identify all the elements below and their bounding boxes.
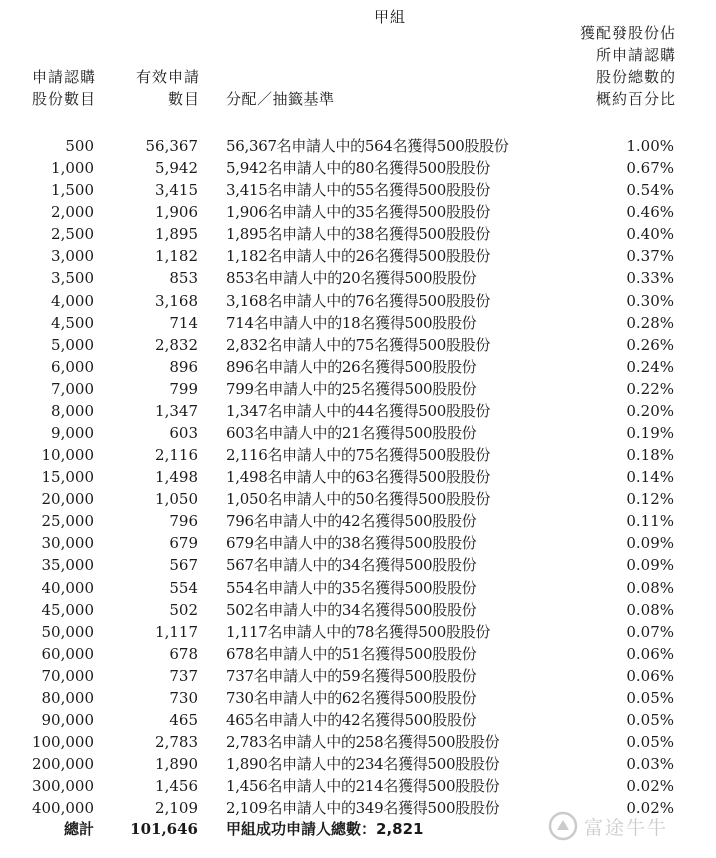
allocation-basis-cell: 896名申請人中的26名獲得500股股份: [226, 357, 477, 376]
table-row: [0, 510, 716, 532]
allocation-basis-cell: 554名申請人中的35名獲得500股股份: [226, 578, 477, 597]
shares-applied-cell: 90,000: [41, 711, 94, 730]
allocation-basis-cell: 1,117名申請人中的78名獲得500股股份: [226, 622, 491, 641]
allocation-basis-cell: 1,456名申請人中的214名獲得500股股份: [226, 777, 500, 796]
percentage-cell: 0.06%: [626, 644, 674, 663]
allocation-basis-cell: 678名申請人中的51名獲得500股股份: [226, 644, 477, 663]
percentage-cell: 0.67%: [626, 159, 674, 178]
percentage-cell: 0.19%: [626, 424, 674, 443]
table-row: [0, 532, 716, 554]
futu-logo-icon: [548, 811, 578, 841]
shares-applied-cell: 200,000: [31, 755, 94, 774]
percentage-cell: 0.02%: [626, 777, 674, 796]
shares-applied-cell: 50,000: [41, 622, 94, 641]
valid-applications-cell: 1,895: [155, 225, 198, 244]
valid-applications-cell: 2,832: [155, 335, 198, 354]
allocation-basis-cell: 1,182名申請人中的26名獲得500股股份: [226, 247, 491, 266]
shares-applied-cell: 100,000: [31, 733, 94, 752]
allocation-basis-cell: 730名申請人中的62名獲得500股股份: [226, 688, 477, 707]
valid-applications-cell: 853: [169, 269, 198, 288]
allocation-basis-cell: 56,367名申請人中的564名獲得500股股份: [226, 137, 509, 155]
percentage-cell: 0.11%: [626, 512, 674, 531]
percentage-cell: 0.37%: [626, 247, 674, 266]
percentage-cell: 0.05%: [626, 733, 674, 752]
table-row: [0, 709, 716, 731]
shares-applied-cell: 15,000: [41, 468, 94, 487]
valid-applications-cell: 502: [169, 600, 198, 619]
percentage-cell: 0.20%: [626, 401, 674, 420]
percentage-cell: 0.28%: [626, 313, 674, 332]
shares-applied-cell: 70,000: [41, 666, 94, 685]
allocation-table: [0, 135, 716, 819]
allocation-basis-cell: 5,942名申請人中的80名獲得500股股份: [226, 159, 491, 178]
table-row: [0, 466, 716, 488]
shares-applied-cell: 3,000: [51, 247, 94, 266]
table-row: [0, 400, 716, 422]
valid-applications-cell: 1,117: [155, 622, 198, 641]
table-row: [0, 245, 716, 267]
shares-applied-cell: 500: [65, 137, 94, 155]
shares-applied-cell: 3,500: [51, 269, 94, 288]
valid-applications-cell: 567: [169, 556, 198, 575]
allocation-basis-cell: 799名申請人中的25名獲得500股股份: [226, 379, 477, 398]
shares-applied-cell: 2,500: [51, 225, 94, 244]
allocation-basis-cell: 2,109名申請人中的349名獲得500股股份: [226, 799, 500, 818]
shares-applied-cell: 9,000: [51, 424, 94, 443]
allocation-basis-cell: 567名申請人中的34名獲得500股股份: [226, 556, 477, 575]
header-valid-applications-line-2: 數目: [167, 90, 200, 108]
percentage-cell: 0.06%: [626, 666, 674, 685]
table-row: [0, 290, 716, 312]
allocation-basis-cell: 853名申請人中的20名獲得500股股份: [226, 269, 477, 288]
shares-applied-cell: 400,000: [31, 799, 94, 818]
percentage-cell: 0.46%: [626, 203, 674, 222]
watermark-text: 富途牛牛: [584, 816, 669, 839]
header-shares-applied-line-1: 申請認購: [31, 68, 96, 86]
valid-applications-cell: 2,116: [155, 446, 198, 465]
percentage-cell: 0.02%: [626, 799, 674, 818]
valid-applications-cell: 1,182: [155, 247, 198, 266]
allocation-basis-cell: 1,498名申請人中的63名獲得500股股份: [226, 468, 491, 487]
allocation-basis-cell: 1,895名申請人中的38名獲得500股股份: [226, 225, 491, 244]
valid-applications-cell: 679: [169, 534, 198, 553]
table-row: [0, 334, 716, 356]
table-row: [0, 444, 716, 466]
valid-applications-cell: 1,890: [155, 755, 198, 774]
allocation-basis-cell: 737名申請人中的59名獲得500股股份: [226, 666, 477, 685]
table-row: [0, 378, 716, 400]
valid-applications-cell: 2,109: [155, 799, 198, 818]
shares-applied-cell: 10,000: [41, 446, 94, 465]
allocation-basis-cell: 1,890名申請人中的234名獲得500股股份: [226, 755, 500, 774]
shares-applied-cell: 4,500: [51, 313, 94, 332]
allocation-basis-cell: 679名申請人中的38名獲得500股股份: [226, 534, 477, 553]
percentage-cell: 0.30%: [626, 291, 674, 310]
table-row: [0, 312, 716, 334]
shares-applied-cell: 40,000: [41, 578, 94, 597]
header-pct-line-3: 股份總數的: [595, 68, 676, 86]
table-row: [0, 599, 716, 621]
shares-applied-cell: 4,000: [51, 291, 94, 310]
allocation-basis-cell: 3,415名申請人中的55名獲得500股股份: [226, 181, 491, 200]
total-valid-applications: 101,646: [130, 820, 198, 838]
percentage-cell: 0.12%: [626, 490, 674, 509]
shares-applied-cell: 80,000: [41, 688, 94, 707]
header-valid-applications: [120, 66, 200, 110]
shares-applied-cell: 60,000: [41, 644, 94, 663]
shares-applied-cell: 8,000: [51, 401, 94, 420]
shares-applied-cell: 2,000: [51, 203, 94, 222]
allocation-basis-cell: 502名申請人中的34名獲得500股股份: [226, 600, 477, 619]
table-row: [0, 267, 716, 289]
allocation-basis-cell: 2,783名申請人中的258名獲得500股股份: [226, 733, 500, 752]
percentage-cell: 0.05%: [626, 688, 674, 707]
watermark: [548, 806, 708, 846]
allocation-basis-cell: 2,116名申請人中的75名獲得500股股份: [226, 446, 491, 465]
valid-applications-cell: 554: [169, 578, 198, 597]
valid-applications-cell: 678: [169, 644, 198, 663]
allocation-basis-cell: 796名申請人中的42名獲得500股股份: [226, 512, 477, 531]
percentage-cell: 0.14%: [626, 468, 674, 487]
shares-applied-cell: 1,000: [51, 159, 94, 178]
shares-applied-cell: 35,000: [41, 556, 94, 575]
valid-applications-cell: 799: [169, 379, 198, 398]
header-shares-applied-line-2: 股份數目: [31, 90, 96, 108]
allocation-basis-cell: 465名申請人中的42名獲得500股股份: [226, 711, 477, 730]
valid-applications-cell: 603: [169, 424, 198, 443]
percentage-cell: 0.08%: [626, 578, 674, 597]
percentage-cell: 0.03%: [626, 755, 674, 774]
valid-applications-cell: 1,498: [155, 468, 198, 487]
shares-applied-cell: 1,500: [51, 181, 94, 200]
percentage-cell: 0.08%: [626, 600, 674, 619]
header-pct-line-2: 所申請認購: [595, 46, 676, 64]
shares-applied-cell: 30,000: [41, 534, 94, 553]
table-row: [0, 554, 716, 576]
valid-applications-cell: 5,942: [155, 159, 198, 178]
header-shares-applied: [26, 66, 96, 110]
table-row: [0, 577, 716, 599]
table-row: [0, 488, 716, 510]
shares-applied-cell: 45,000: [41, 600, 94, 619]
percentage-cell: 0.24%: [626, 357, 674, 376]
percentage-cell: 0.18%: [626, 446, 674, 465]
valid-applications-cell: 737: [169, 666, 198, 685]
table-row: [0, 687, 716, 709]
header-pct-line-4: 概約百分比: [595, 90, 676, 108]
valid-applications-cell: 3,415: [155, 181, 198, 200]
shares-applied-cell: 7,000: [51, 379, 94, 398]
table-row: [0, 665, 716, 687]
table-row: [0, 643, 716, 665]
allocation-basis-cell: 714名申請人中的18名獲得500股股份: [226, 313, 477, 332]
header-basis: [226, 88, 426, 110]
total-successful-applicants: 甲組成功申請人總數：2,821: [226, 820, 424, 838]
percentage-cell: 0.26%: [626, 335, 674, 354]
valid-applications-cell: 3,168: [155, 291, 198, 310]
percentage-cell: 0.09%: [626, 534, 674, 553]
table-row: [0, 731, 716, 753]
table-row: [0, 422, 716, 444]
table-row: [0, 135, 716, 157]
valid-applications-cell: 1,347: [155, 401, 198, 420]
valid-applications-cell: 714: [169, 313, 198, 332]
percentage-cell: 0.54%: [626, 181, 674, 200]
shares-applied-cell: 5,000: [51, 335, 94, 354]
allocation-basis-cell: 3,168名申請人中的76名獲得500股股份: [226, 291, 491, 310]
allocation-basis-cell: 2,832名申請人中的75名獲得500股股份: [226, 335, 491, 354]
header-basis-text: 分配／抽籤基準: [226, 90, 335, 108]
shares-applied-cell: 300,000: [31, 777, 94, 796]
shares-applied-cell: 25,000: [41, 512, 94, 531]
header-pct-line-1: 獲配發股份佔: [579, 24, 676, 42]
allocation-basis-cell: 1,050名申請人中的50名獲得500股股份: [226, 490, 491, 509]
header-valid-applications-line-1: 有效申請: [135, 68, 200, 86]
valid-applications-cell: 1,456: [155, 777, 198, 796]
table-row: [0, 621, 716, 643]
table-row: [0, 179, 716, 201]
percentage-cell: 1.00%: [626, 137, 674, 155]
valid-applications-cell: 465: [169, 711, 198, 730]
header-approx-percentage: [556, 22, 676, 110]
valid-applications-cell: 1,906: [155, 203, 198, 222]
percentage-cell: 0.09%: [626, 556, 674, 575]
valid-applications-cell: 56,367: [145, 137, 198, 155]
percentage-cell: 0.33%: [626, 269, 674, 288]
allocation-basis-cell: 1,906名申請人中的35名獲得500股股份: [226, 203, 491, 222]
table-row: [0, 157, 716, 179]
table-row: [0, 753, 716, 775]
table-row: [0, 201, 716, 223]
group-title: 甲組: [373, 8, 406, 26]
table-row: [0, 775, 716, 797]
percentage-cell: 0.22%: [626, 379, 674, 398]
valid-applications-cell: 2,783: [155, 733, 198, 752]
percentage-cell: 0.05%: [626, 711, 674, 730]
valid-applications-cell: 730: [169, 688, 198, 707]
valid-applications-cell: 1,050: [155, 490, 198, 509]
percentage-cell: 0.07%: [626, 622, 674, 641]
table-row: [0, 223, 716, 245]
shares-applied-cell: 20,000: [41, 490, 94, 509]
allocation-basis-cell: 1,347名申請人中的44名獲得500股股份: [226, 401, 491, 420]
allocation-basis-cell: 603名申請人中的21名獲得500股股份: [226, 424, 477, 443]
valid-applications-cell: 896: [169, 357, 198, 376]
percentage-cell: 0.40%: [626, 225, 674, 244]
valid-applications-cell: 796: [169, 512, 198, 531]
shares-applied-cell: 6,000: [51, 357, 94, 376]
total-label: 總計: [63, 820, 94, 838]
table-row: [0, 356, 716, 378]
